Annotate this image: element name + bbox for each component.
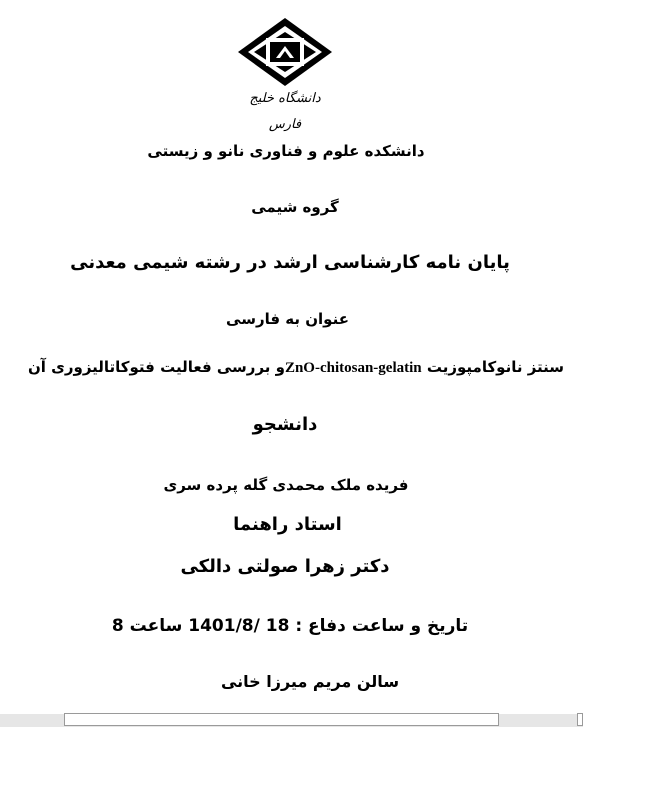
defense-date-time: تاریخ و ساعت دفاع : 18 /1401/8 ساعت 8 [111,616,469,636]
advisor-label: استاد راهنما [233,514,342,535]
faculty-name: دانشکده علوم و فناوری نانو و زیستی [147,142,425,160]
scrollbar-end-button[interactable] [577,713,583,726]
university-emblem-icon [236,16,334,88]
thesis-title-english: ZnO-chitosan-gelatin [284,360,422,376]
thesis-title-part1: سنتز نانوکامپوزیت [421,358,565,376]
thesis-title-part2: و بررسی فعالیت فتوکاتالیزوری آن [27,358,285,376]
thesis-title [16,358,576,377]
student-label: دانشجو [252,414,318,435]
logo-script-text: دانشگاه خلیج فارس [249,91,321,132]
student-name: فریده ملک محمدی گله پرده سری [163,476,409,494]
department-name: گروه شیمی [251,198,339,216]
defense-venue: سالن مریم میرزا خانی [220,672,400,691]
horizontal-scrollbar-thumb[interactable] [64,713,499,726]
title-label: عنوان به فارسی [226,310,349,328]
thesis-type: پایان نامه کارشناسی ارشد در رشته شیمی معدنی [70,252,510,273]
advisor-name: دکتر زهرا صولتی دالکی [180,556,390,577]
